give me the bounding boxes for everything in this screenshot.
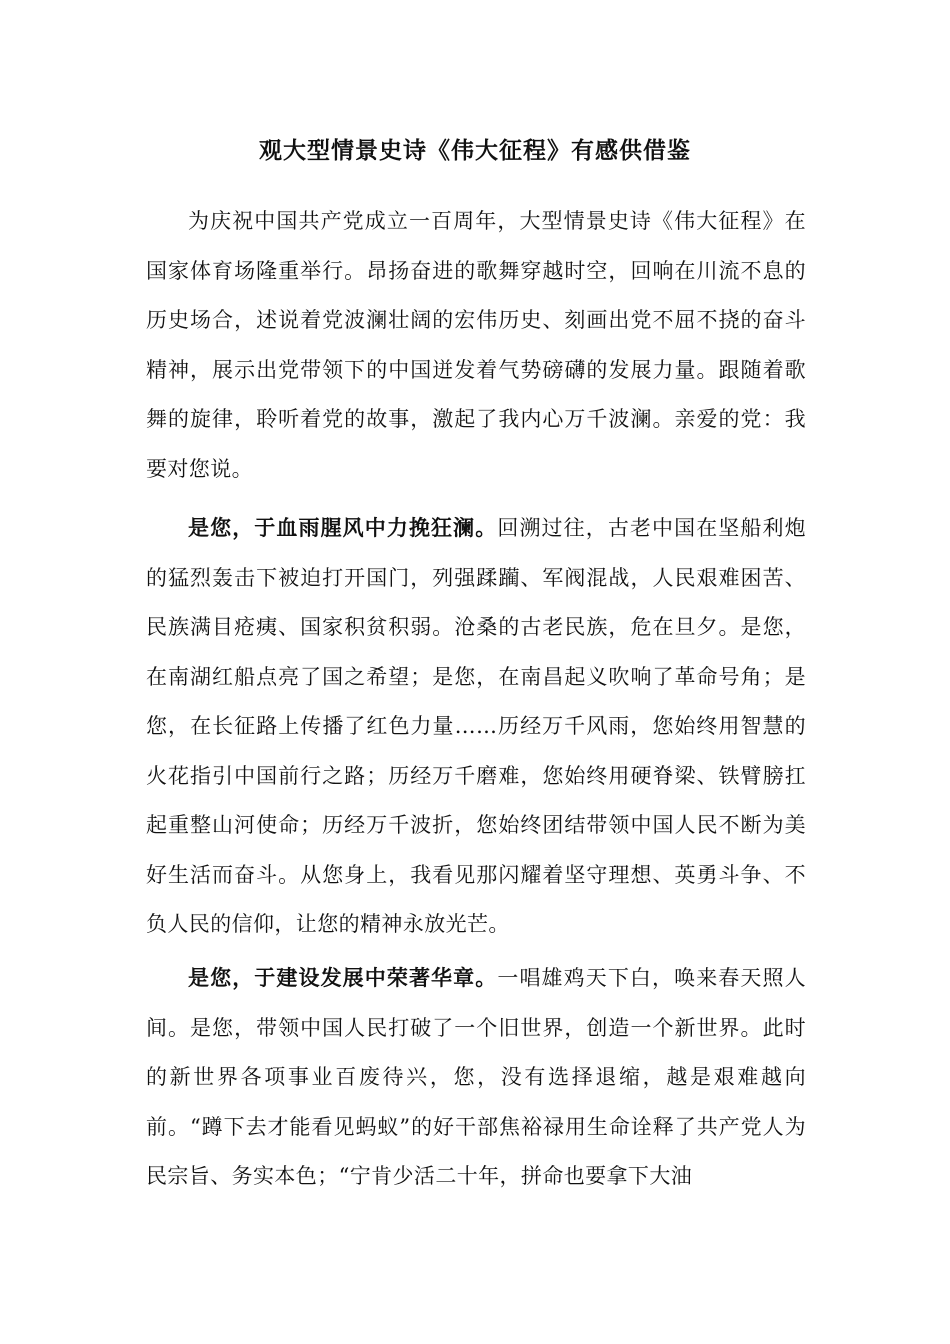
paragraph-intro: [146, 197, 806, 494]
paragraph-revolution: [146, 503, 806, 950]
paragraph-body: 为庆祝中国共产党成立一百周年，大型情景史诗《伟大征程》在国家体育场隆重举行。昂扬奋进的歌舞穿越时空，回响在川流不息的历史场合，述说着党波澜壮阔的宏伟历史、刻画出党不屈不挠的奋斗精神，展示出党带领下的中国迸发着气势磅礴的发展力量。跟随着歌舞的旋律，聆听着党的故事，激起了我内心万千波澜。亲爱的党：我要对您说。: [146, 209, 806, 481]
paragraph-body: 回溯过往，古老中国在坚船利炮的猛烈轰击下被迫打开国门，列强蹂躏、军阀混战，人民艰难困苦、民族满目疮痍、国家积贫积弱。沧桑的古老民族，危在旦夕。是您，在南湖红船点亮了国之希望；是您，在南昌起义吹响了革命号角；是您，在长征路上传播了红色力量……历经万千风雨，您始终用智慧的火花指引中国前行之路；历经万千磨难，您始终用硬脊梁、铁臂膀扛起重整山河使命；历经万千波折，您始终团结带领中国人民不断为美好生活而奋斗。从您身上，我看见那闪耀着坚守理想、英勇斗争、不负人民的信仰，让您的精神永放光芒。: [146, 516, 806, 936]
paragraph-lead: 是您，于血雨腥风中力挽狂澜。: [188, 515, 498, 540]
paragraph-construction: [146, 953, 806, 1202]
paragraph-lead: 是您，于建设发展中荣著华章。: [188, 965, 498, 990]
document-title: 观大型情景史诗《伟大征程》有感供借鉴: [259, 137, 691, 164]
paragraph-body: 一唱雄鸡天下白，唤来春天照人间。是您，带领中国人民打破了一个旧世界，创造一个新世界。此时的新世界各项事业百废待兴，您，没有选择退缩，越是艰难越向前。“蹲下去才能看见蚂蚁”的好干部焦裕禄用生命诠释了共产党人为民宗旨、务实本色；“宁肯少活二十年，拼命也要拿下大油: [146, 966, 806, 1188]
